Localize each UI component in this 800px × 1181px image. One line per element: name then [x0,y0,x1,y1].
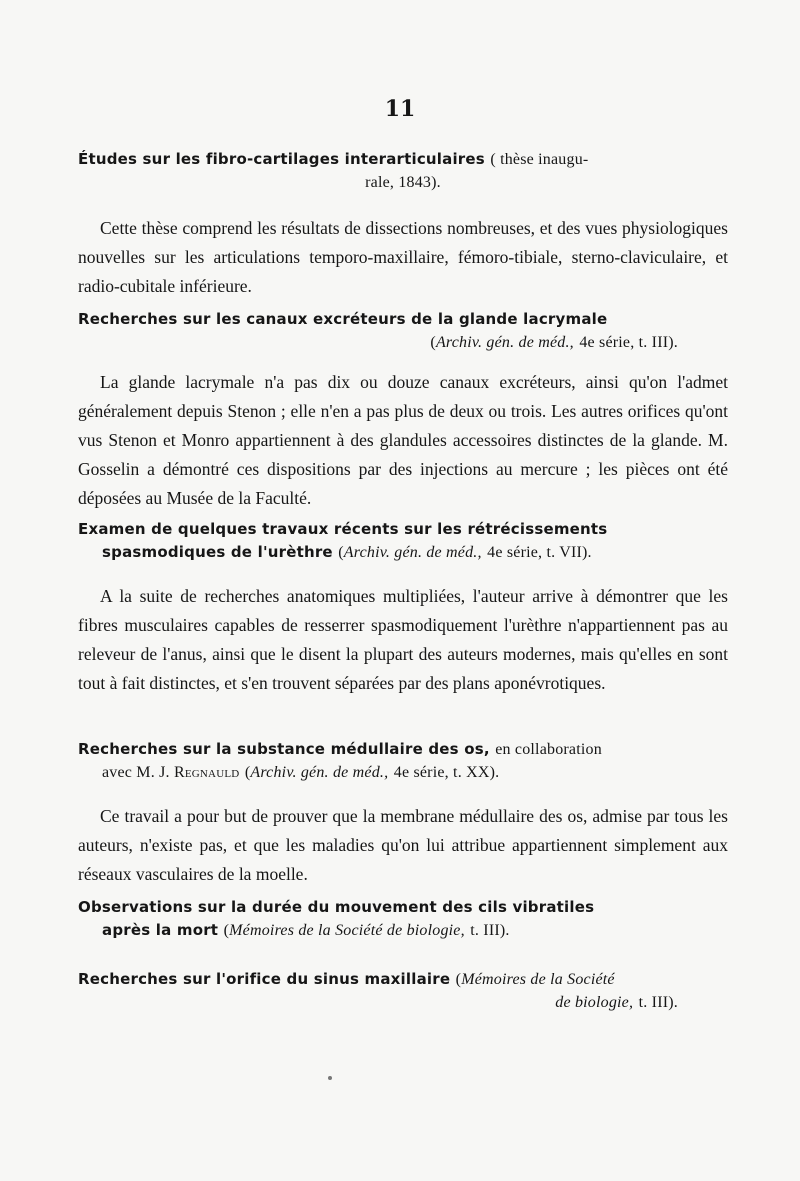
entry-citation-cont: rale, 1843). [365,174,441,191]
entry-heading [78,148,728,194]
entry-title-cont: spasmodiques de l'urèthre [102,543,333,561]
entry-citation-cont: de biologie, t. III). [555,994,678,1011]
entry-canaux-excreteurs [78,308,728,513]
entry-text: La glande lacrymale n'a pas dix ou douze canaux excréteurs, ainsi qu'on l'admet généralement depuis Stenon ; elle n'en a pas plus de deux ou trois. Les autres orifices qu'ont vus Stenon et Monro appartiennent à des glandules accessoires distinctes de la glande. M. Gosselin a démontré ces dispositions par des injections au mercure ; les pièces ont été déposées au Musée de la Faculté. [78,372,728,508]
entry-title-cont: après la mort [102,921,219,939]
entry-citation: (Archiv. gén. de méd., 4e série, t. VII). [338,544,592,561]
entry-retrecissements [78,518,728,698]
entry-title: Études sur les fibro-cartilages interarticulaires [78,150,485,168]
entry-heading [78,738,728,784]
entry-coauthor: avec M. J. Regnauld [102,764,240,781]
entry-heading [78,518,728,564]
entry-citation: (Archiv. gén. de méd., 4e série, t. XX). [244,764,500,781]
entry-text: Ce travail a pour but de prouver que la membrane médullaire des os, admise par tous les auteurs, n'existe pas, et que les maladies qu'on lui attribue appartiennent simplement aux réseaux vasculaires de la moelle. [78,806,728,884]
entry-title: Recherches sur les canaux excréteurs de la glande lacrymale [78,310,608,328]
entry-title: Observations sur la durée du mouvement des cils vibratiles [78,898,595,916]
page-number: 11 [384,96,416,122]
entry-sinus-maxillaire [78,968,728,1014]
entry-text: A la suite de recherches anatomiques multipliées, l'auteur arrive à démontrer que les fibres musculaires capables de resserrer spasmodiquement l'urèthre n'appartiennent pas au releveur de l'anus, ainsi que le disent la plupart des auteurs modernes, mais qu'elles en sont tout à fait distinctes, et s'en trouvent séparées par des plans aponévrotiques. [78,586,728,693]
entry-cils-vibratiles [78,896,728,942]
entry-title: Examen de quelques travaux récents sur les rétrécissements [78,520,608,538]
entry-citation: (Mémoires de la Société [455,971,615,988]
ink-speck [328,1076,332,1080]
entry-title: Recherches sur la substance médullaire des os, [78,740,490,758]
entry-collaboration: en collaboration [495,741,602,758]
entry-heading [78,896,728,942]
entry-heading [78,968,728,1014]
entry-text: Cette thèse comprend les résultats de dissections nombreuses, et des vues physiologiques nouvelles sur les articulations temporo-maxillaire, fémoro-tibiale, sterno-claviculaire, et radio-cubitale inférieure. [78,218,728,296]
entry-citation: (Mémoires de la Société de biologie, t. III). [223,922,510,939]
entry-title: Recherches sur l'orifice du sinus maxillaire [78,970,451,988]
entry-citation: ( thèse inaugu- [490,151,589,168]
entry-fibro-cartilages [78,148,728,301]
entry-substance-medullaire [78,738,728,889]
entry-heading [78,308,728,354]
entry-citation: (Archiv. gén. de méd., 4e série, t. III). [430,334,678,351]
